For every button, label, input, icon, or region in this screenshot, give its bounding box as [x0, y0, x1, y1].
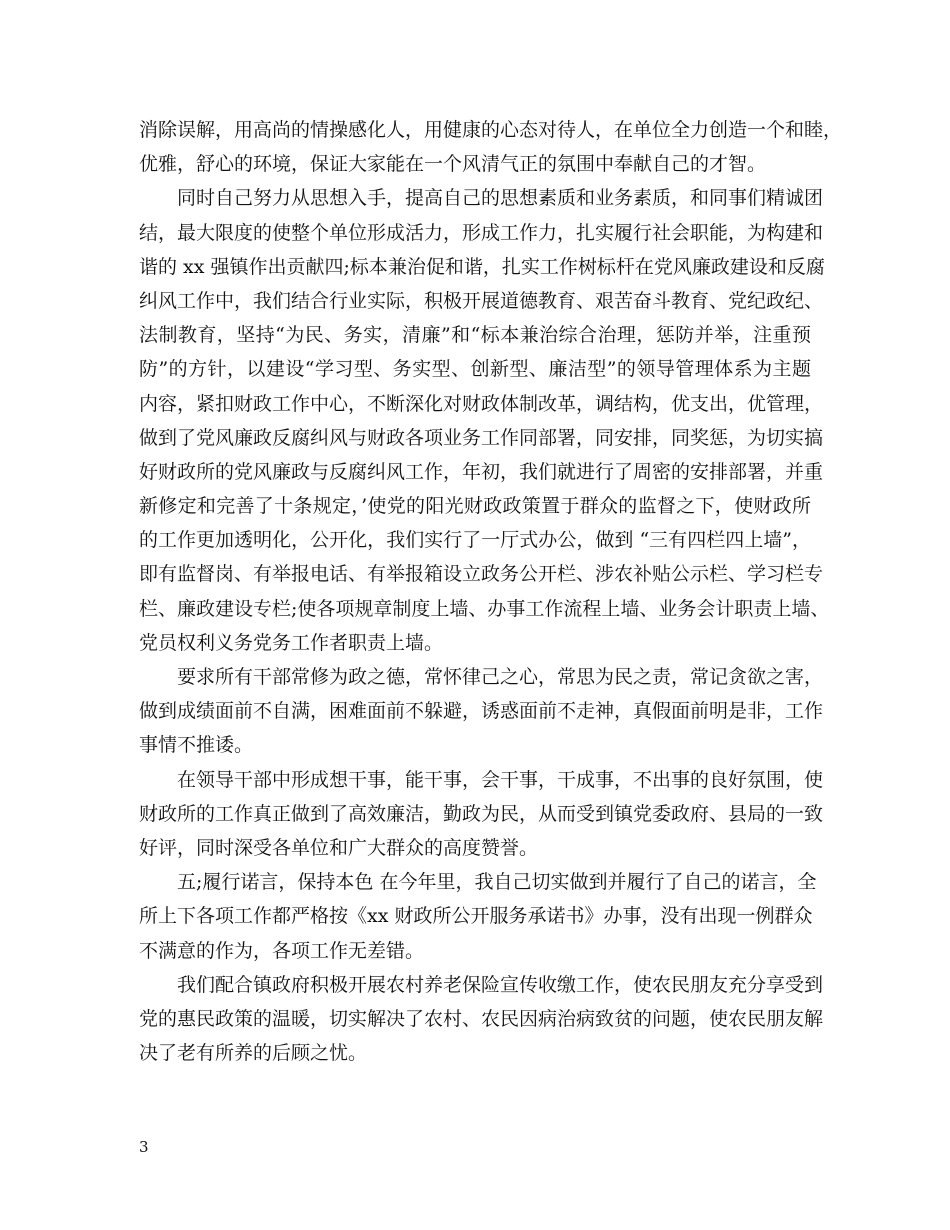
page-number: 3 [139, 1138, 149, 1156]
paragraph [139, 968, 824, 1071]
text-line: 优雅，舒心的环境，保证大家能在一个风清气正的氛围中奉献自己的才智。 [139, 153, 767, 176]
text-line: 新修定和完善了十条规定，’使党的阳光财政政策置于群众的监督之下，使财政所 [139, 495, 811, 518]
text-line: 的工作更加透明化，公开化，我们实行了一厅式办公，做到 “三有四栏四上墙”， [139, 529, 811, 552]
paragraph [139, 113, 843, 181]
text-line: 我们配合镇政府积极开展农村养老保险宣传收缴工作，使农民朋友充分享受到 [177, 973, 824, 996]
text-line: 做到了党风廉政反腐纠风与财政各项业务工作同部署，同安排，同奖惩，为切实搞 [139, 426, 824, 449]
text-line: 在领导干部中形成想干事，能干事，会干事，干成事，不出事的良好氛围，使 [177, 768, 824, 791]
text-line: 好评，同时深受各单位和广大群众的高度赞誉。 [139, 836, 539, 859]
text-line: 财政所的工作真正做到了高效廉洁，勤政为民，从而受到镇党委政府、县局的一致 [139, 802, 824, 825]
text-line: 防”的方针，以建设“学习型、务实型、创新型、廉洁型”的领导管理体系为主题 [139, 358, 811, 381]
text-line: 即有监督岗、有举报电话、有举报箱设立政务公开栏、涉农补贴公示栏、学习栏专 [139, 563, 824, 586]
text-line: 党员权利义务党务工作者职责上墙。 [139, 631, 444, 654]
text-line: 党的惠民政策的温暖，切实解决了农村、农民因病治病致贫的问题，使农民朋友解 [139, 1007, 824, 1030]
text-line: 决了老有所养的后顾之忧。 [139, 1042, 368, 1065]
document-body [139, 113, 843, 1070]
paragraph [139, 660, 824, 763]
text-line: 事情不推诿。 [139, 734, 254, 757]
text-line: 消除误解，用高尚的情操感化人，用健康的心态对待人，在单位全力创造一个和睦， [139, 119, 843, 141]
text-line: 栏、廉政建设专栏;使各项规章制度上墙、办事工作流程上墙、业务会计职责上墙、 [139, 597, 830, 620]
text-line: 做到成绩面前不自满，困难面前不躲避，诱惑面前不走神，真假面前明是非，工作 [139, 700, 824, 723]
paragraph [139, 763, 824, 866]
text-line: 五;履行诺言，保持本色 在今年里，我自己切实做到并履行了自己的诺言，全 [177, 871, 817, 894]
text-line: 不满意的作为，各项工作无差错。 [139, 939, 425, 962]
text-line: 谐的 xx 强镇作出贡献四;标本兼治促和谐，扎实工作树标杆在党风廉政建设和反腐 [139, 255, 825, 278]
text-line: 好财政所的党风廉政与反腐纠风工作，年初，我们就进行了周密的安排部署，并重 [139, 460, 824, 483]
text-line: 结，最大限度的使整个单位形成活力，形成工作力，扎实履行社会职能，为构建和 [139, 221, 824, 244]
paragraph [139, 865, 817, 968]
text-line: 要求所有干部常修为政之德，常怀律己之心，常思为民之责，常记贪欲之害， [177, 666, 824, 688]
text-line: 纠风工作中，我们结合行业实际，积极开展道德教育、艰苦奋斗教育、党纪政纪、 [139, 289, 824, 312]
text-line: 法制教育，坚持“为民、务实，清廉”和“标本兼治综合治理，惩防并举，注重预 [139, 324, 811, 347]
paragraph [139, 181, 830, 660]
text-line: 所上下各项工作都严格按《xx 财政所公开服务承诺书》办事，没有出现一例群众 [139, 905, 813, 928]
text-line: 内容，紧扣财政工作中心，不断深化对财政体制改革，调结构，优支出，优管理， [139, 392, 824, 415]
text-line: 同时自己努力从思想入手，提高自己的思想素质和业务素质，和同事们精诚团 [177, 187, 824, 210]
